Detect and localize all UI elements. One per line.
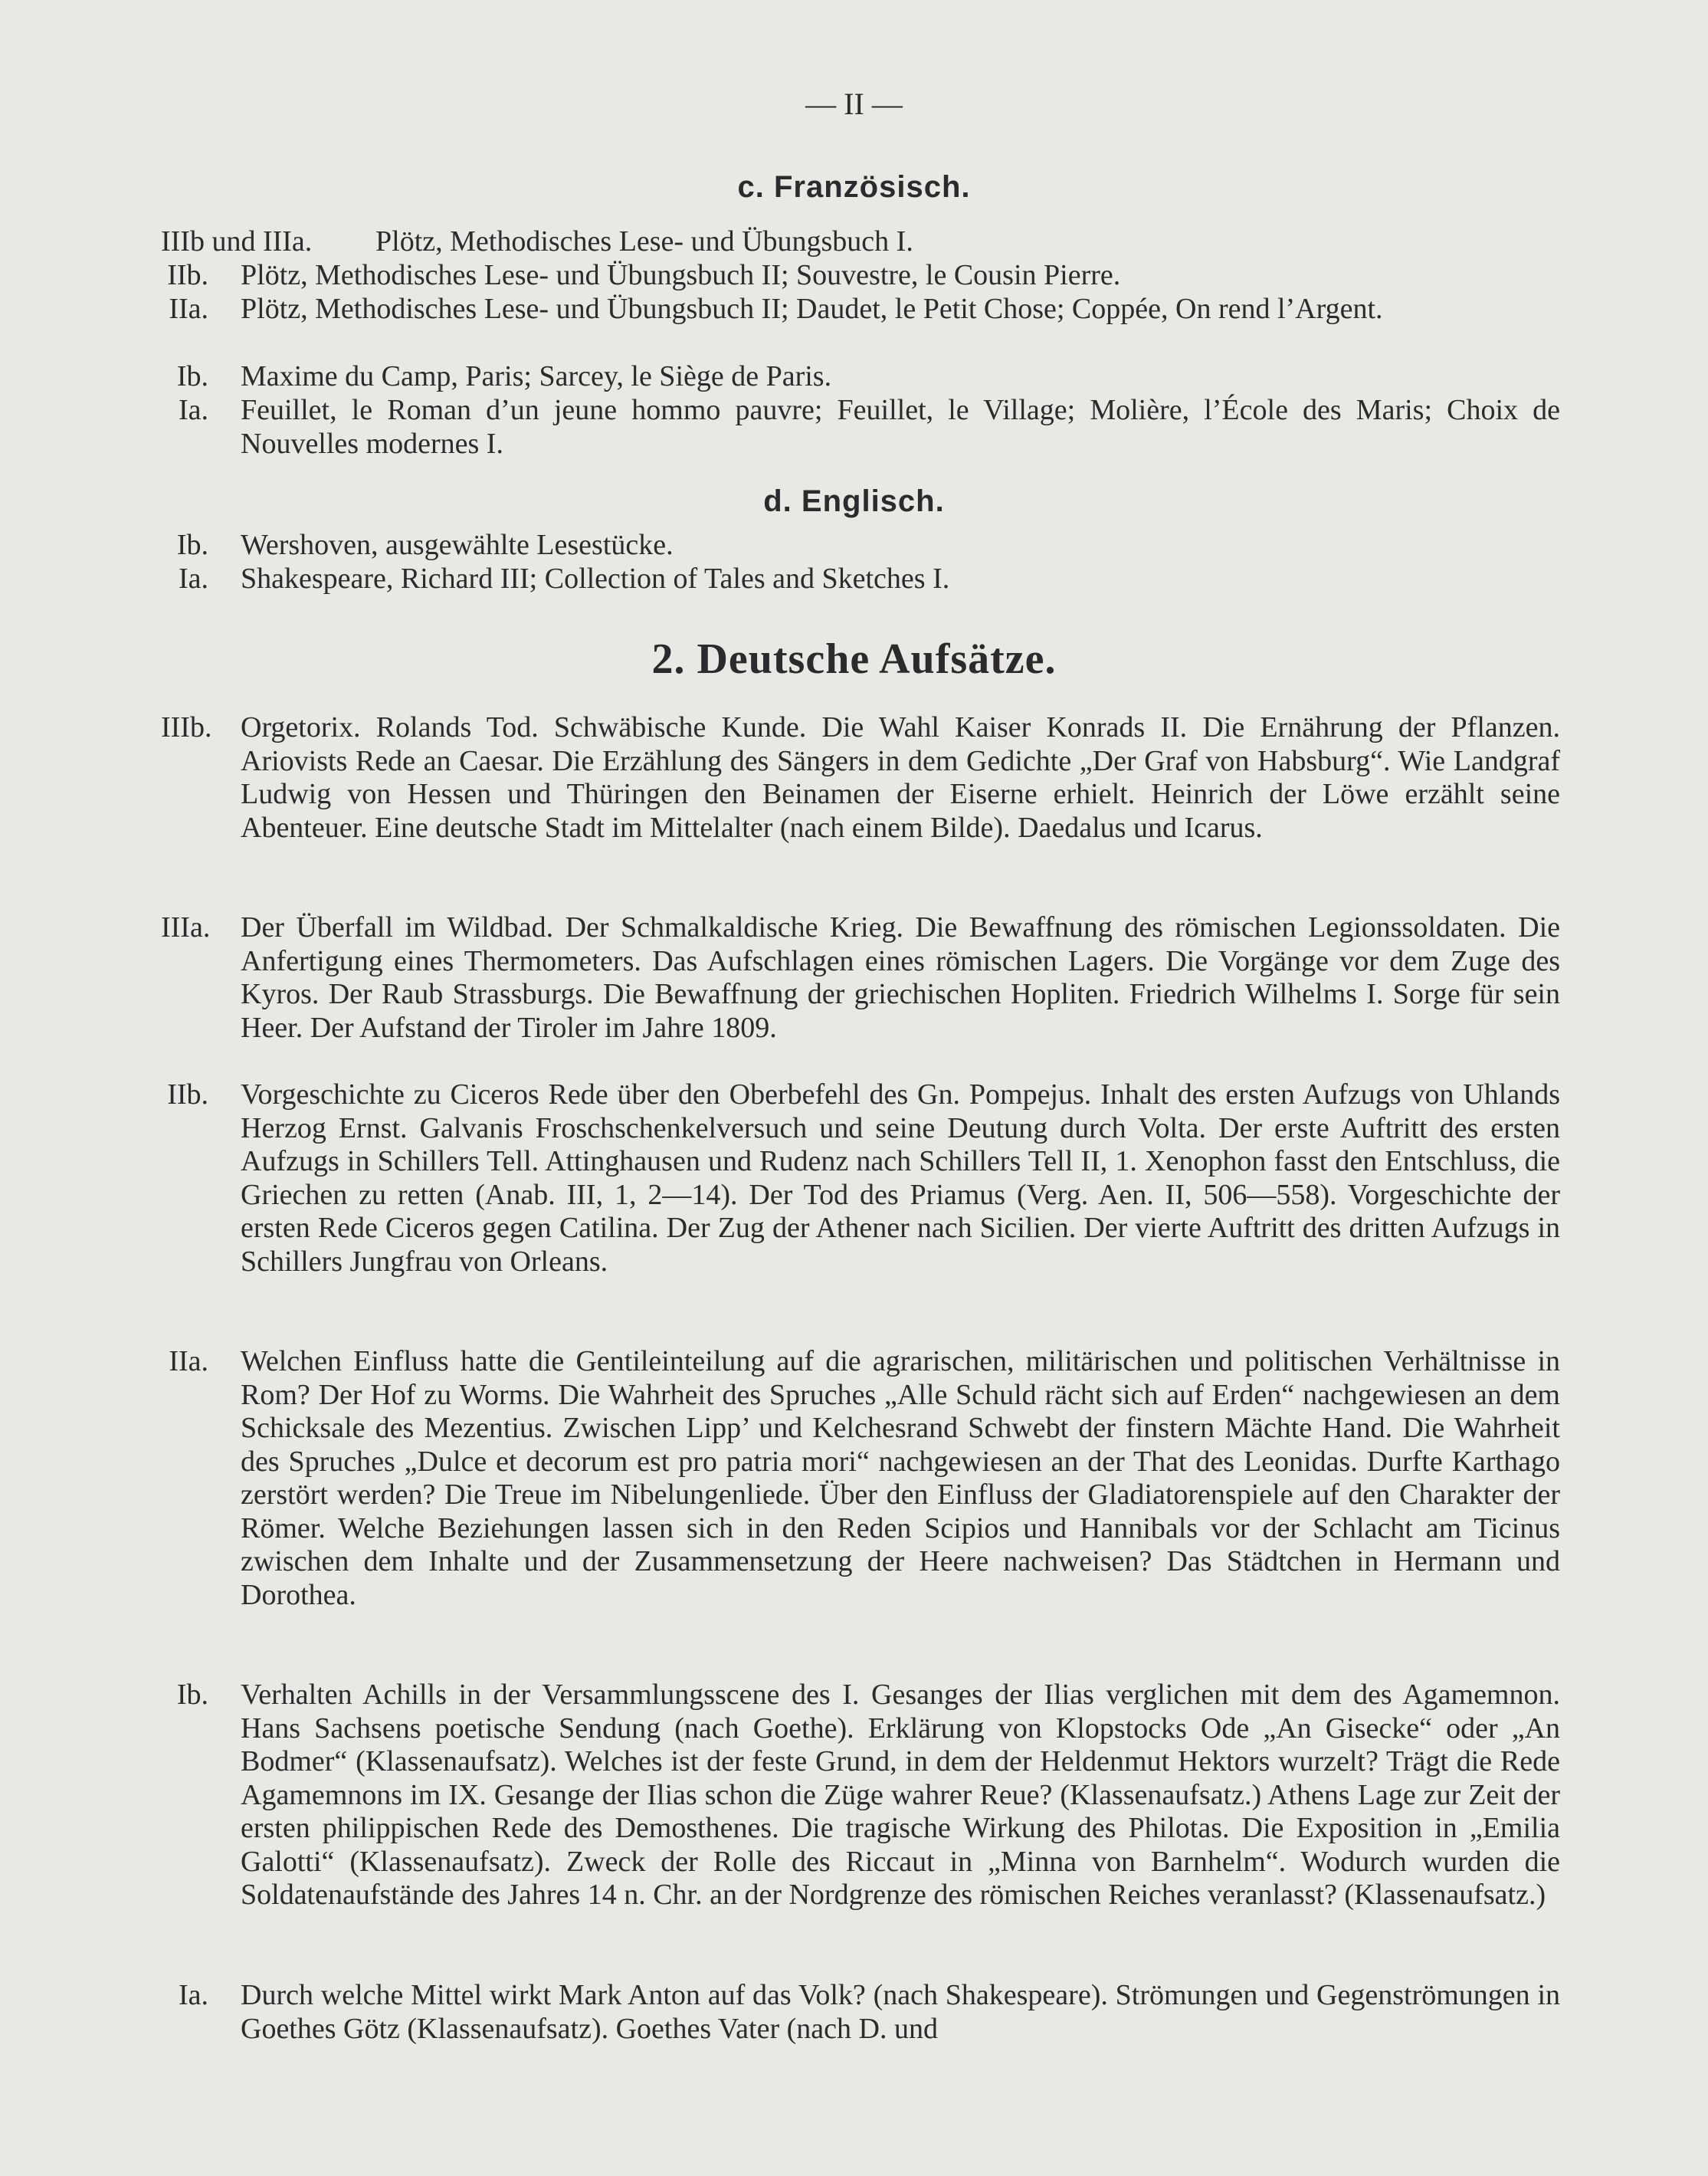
list-item bbox=[161, 259, 1560, 293]
entry-label: Ia. bbox=[178, 563, 208, 595]
entry-label: Ia. bbox=[178, 1979, 208, 2011]
entry-text: Orgetorix. Rolands Tod. Schwäbische Kunde. Die Wahl Kaiser Konrads II. Die Ernährung der Pflanzen. Ariovists Rede an Caesar. Die Erzählung des Sängers in dem Gedichte „Der Graf von Habsburg“. Wie Landgraf Ludwig von Hessen und Thüringen den Beinamen der Eiserne erhielt. Heinrich der Löwe erzählt seine Abenteuer. Eine deutsche Stadt im Mittelalter (nach einem Bilde). Daedalus und Icarus. bbox=[241, 711, 1560, 844]
list-item bbox=[161, 1679, 1560, 1912]
entry-text: Welchen Einfluss hatte die Gentileinteilung auf die agrarischen, militärischen und politischen Verhältnisse in Rom? Der Hof zu Worms. Die Wahrheit des Spruches „Alle Schuld rächt sich auf Erden“ nachgewiesen an dem Schicksale des Mezentius. Zwischen Lipp’ und Kelchesrand Schwebt der finstern Mächte Hand. Die Wahrheit des Spruches „Dulce et decorum est pro patria mori“ nachgewiesen an der That des Leonidas. Durfte Karthago zerstört werden? Die Treue im Nibelungenliede. Über den Einfluss der Gladiatorenspiele auf den Charakter der Römer. Welche Beziehungen lassen sich in den Reden Scipios und Hannibals vor der Schlacht am Ticinus zwischen dem Inhalte und der Zusammensetzung der Heere nachweisen? Das Städtchen in Hermann und Dorothea. bbox=[241, 1345, 1560, 1611]
page-number: — II — bbox=[805, 87, 903, 121]
list-item bbox=[161, 394, 1560, 461]
entry-label: Ib. bbox=[176, 1679, 208, 1711]
entry-text: Plötz, Methodisches Lese- und Übungsbuch II; Souvestre, le Cousin Pierre. bbox=[241, 259, 1121, 291]
entry-label: IIb. bbox=[167, 259, 208, 291]
entry-text: Durch welche Mittel wirkt Mark Anton auf das Volk? (nach Shakespeare). Strömungen und Gegenströmungen in Goethes Götz (Klassenaufsatz). Goethes Vater (nach D. und bbox=[241, 1979, 1560, 2045]
entry-label: IIa. bbox=[169, 293, 208, 325]
entry-label: Ia. bbox=[178, 394, 208, 426]
list-item bbox=[161, 1979, 1560, 2046]
entry-text: Plötz, Methodisches Lese- und Übungsbuch II; Daudet, le Petit Chose; Coppée, On rend l’Argent. bbox=[241, 293, 1383, 325]
entry-text: Plötz, Methodisches Lese- und Übungsbuch I. bbox=[375, 225, 913, 258]
entry-text: Verhalten Achills in der Versammlungsscene des I. Gesanges der Ilias verglichen mit dem des Agamemnon. Hans Sachsens poetische Sendung (nach Goethe). Erklärung von Klopstocks Ode „An Gisecke“ oder „An Bodmer“ (Klassenaufsatz). Welches ist der feste Grund, in dem der Heldenmut Hektors wurzelt? Trägt die Rede Agamemnons im IX. Gesange der Ilias schon die Züge wahrer Reue? (Klassenaufsatz.) Athens Lage zur Zeit der ersten philippischen Rede des Demosthenes. Die tragische Wirkung des Philotas. Die Exposition in „Emilia Galotti“ (Klassenaufsatz). Zweck der Rolle des Riccaut in „Minna von Barnhelm“. Wodurch wurden die Soldatenaufstände des Jahres 14 n. Chr. an der Nordgrenze des römischen Reiches veranlasst? (Klassenaufsatz.) bbox=[241, 1679, 1560, 1911]
list-item bbox=[161, 1345, 1560, 1612]
list-item bbox=[161, 1078, 1560, 1278]
entry-text: Feuillet, le Roman d’un jeune hommo pauvre; Feuillet, le Village; Molière, l’École des Maris; Choix de Nouvelles modernes I. bbox=[241, 394, 1560, 460]
list-item bbox=[161, 529, 1560, 563]
entry-text: Shakespeare, Richard III; Collection of Tales and Sketches I. bbox=[241, 563, 950, 595]
entry-label: IIa. bbox=[169, 1345, 208, 1377]
list-item bbox=[161, 225, 1560, 259]
entry-label: Ib. bbox=[176, 529, 208, 561]
entry-text: Vorgeschichte zu Ciceros Rede über den Oberbefehl des Gn. Pompejus. Inhalt des ersten Aufzugs von Uhlands Herzog Ernst. Galvanis Froschschenkelversuch und seine Deutung durch Volta. Der erste Auftritt des ersten Aufzugs in Schillers Tell. Attinghausen und Rudenz nach Schillers Tell II, 1. Xenophon fasst den Entschluss, die Griechen zu retten (Anab. III, 1, 2—14). Der Tod des Priamus (Verg. Aen. II, 506—558). Vorgeschichte der ersten Rede Ciceros gegen Catilina. Der Zug der Athener nach Sicilien. Der vierte Auftritt des dritten Aufzugs in Schillers Jungfrau von Orleans. bbox=[241, 1078, 1560, 1278]
list-item bbox=[161, 563, 1560, 596]
entry-label: Ib. bbox=[176, 360, 208, 392]
section-heading-franzoesisch: c. Französisch. bbox=[737, 170, 971, 204]
entry-label: IIIb und IIIa. bbox=[161, 225, 313, 258]
list-item bbox=[161, 293, 1560, 327]
entry-label: IIIb. bbox=[161, 711, 212, 743]
list-item bbox=[161, 911, 1560, 1045]
section-heading-englisch: d. Englisch. bbox=[763, 484, 945, 518]
entry-text: Der Überfall im Wildbad. Der Schmalkaldische Krieg. Die Bewaffnung des römischen Legionssoldaten. Die Anfertigung eines Thermometers. Das Aufschlagen eines römischen Lagers. Die Vorgänge vor dem Zuge des Kyros. Der Raub Strassburgs. Die Bewaffnung der griechischen Hopliten. Friedrich Wilhelms I. Sorge für sein Heer. Der Aufstand der Tiroler im Jahre 1809. bbox=[241, 911, 1560, 1044]
entry-text: Maxime du Camp, Paris; Sarcey, le Siège de Paris. bbox=[241, 360, 832, 392]
section-heading-aufsaetze: 2. Deutsche Aufsätze. bbox=[651, 635, 1057, 683]
list-item bbox=[161, 711, 1560, 845]
entry-label: IIIa. bbox=[161, 911, 211, 944]
entry-text: Wershoven, ausgewählte Lesestücke. bbox=[241, 529, 674, 561]
entry-label: IIb. bbox=[167, 1078, 208, 1111]
list-item bbox=[161, 360, 1560, 394]
